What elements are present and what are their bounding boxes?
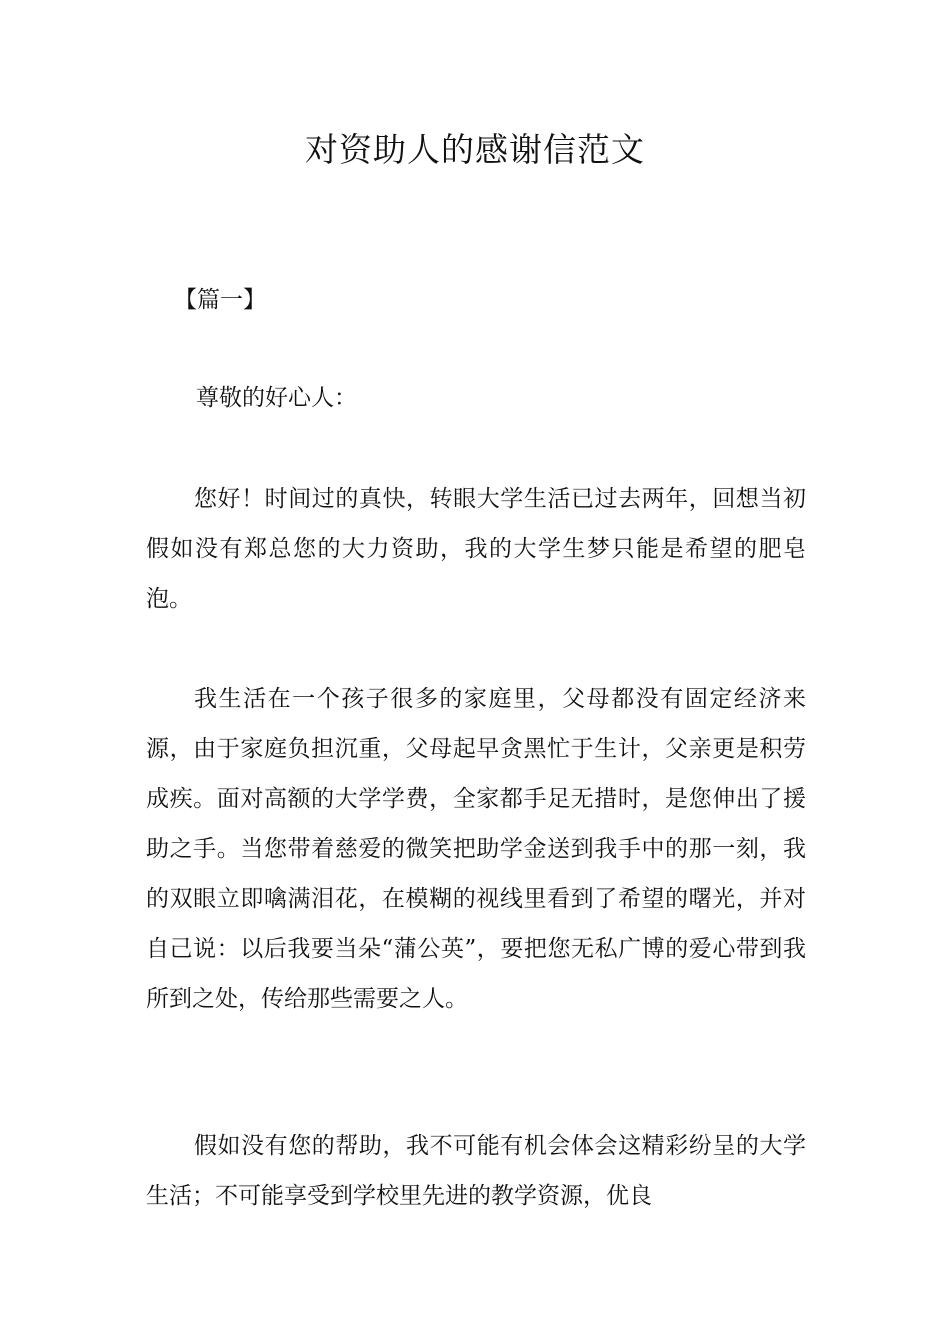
paragraph-3: 假如没有您的帮助，我不可能有机会体会这精彩纷呈的大学生活；不可能享受到学校里先进的教学资源，优良 [146,1133,806,1209]
document-title: 对资助人的感谢信范文 [305,130,645,169]
paragraph-1: 您好！时间过的真快，转眼大学生活已过去两年，回想当初假如没有郑总您的大力资助，我的大学生梦只能是希望的肥皂泡。 [146,486,806,612]
paragraph-2: 我生活在一个孩子很多的家庭里，父母都没有固定经济来源，由于家庭负担沉重，父母起早贪黑忙于生计，父亲更是积劳成疾。面对高额的大学学费，全家都手足无措时，是您伸出了援助之手。当您带着慈爱的微笑把助学金送到我手中的那一刻，我的双眼立即噙满泪花，在模糊的视线里看到了希望的曙光，并对自己说：以后我要当朵“蒲公英”，要把您无私广博的爱心带到我所到之处，传给那些需要之人。 [146,686,806,1012]
letter-greeting: 尊敬的好心人： [196,385,357,411]
section-label: 【篇一】 [174,287,266,313]
